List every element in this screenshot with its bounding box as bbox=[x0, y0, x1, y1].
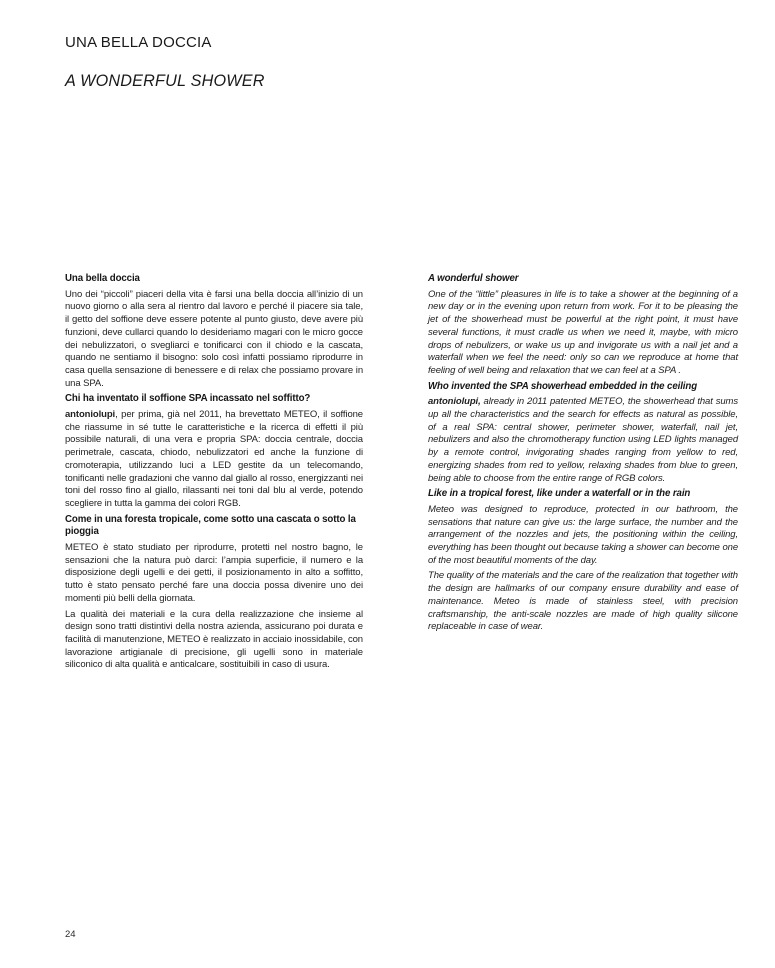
paragraph-en-antoniolupi-text: already in 2011 patented METEO, the showerhead that sums up all the characteristics and the search for effects as natural as possible, of a real SPA: central shower, perimeter shower, waterfall, nail jet, nebulizers and also the chromotherapy function using LED lights managed by a remote control, invigorating shades ranging from yellow to red, energizing shades from red to yellow, relaxing shades from blue to green, being able to choose from the entire range of RGB colors. bbox=[428, 396, 738, 484]
paragraph-en-antoniolupi bbox=[428, 396, 738, 485]
paragraph-it-antoniolupi bbox=[65, 409, 363, 511]
paragraph-it-intro: Uno dei “piccoli” piaceri della vita è farsi una bella doccia all’inizio di un nuovo giorno o alla sera al rientro dal lavoro e perché il piacere sia tale, il getto del soffione deve essere potente al punto giusto, deve avere più funzioni, deve cullarci quando lo desideriamo magari con le micro gocce dei nebulizzatori, o svegliarci e tonificarci con il chiodo e la cascata, quando ne sentiamo il bisogno: solo così infatti possiamo riprodurre in casa quella sensazione di benessere e di relax che possiamo provare in una SPA. bbox=[65, 288, 363, 389]
heading-tropical-forest: Like in a tropical forest, like under a waterfall or in the rain bbox=[428, 488, 691, 500]
paragraph-en-meteo: Meteo was designed to reproduce, protected in our bathroom, the sensations that nature can give us: the large surface, the number and the arrangement of the nozzles and jets, the positioning within the ceiling, everything has been thought out because taking a shower can become one of the most beautiful moments of the day. bbox=[428, 503, 738, 566]
heading-una-bella-doccia: Una bella doccia bbox=[65, 273, 140, 284]
page-title-english: A WONDERFUL SHOWER bbox=[65, 72, 265, 90]
heading-a-wonderful-shower: A wonderful shower bbox=[428, 273, 519, 284]
column-italian bbox=[65, 273, 363, 675]
heading-who-invented: Who invented the SPA showerhead embedded in the ceiling bbox=[428, 380, 698, 392]
brand-name-antoniolupi: antoniolupi, bbox=[428, 396, 481, 408]
heading-foresta-tropicale: Come in una foresta tropicale, come sotto una cascata o sotto la pioggia bbox=[65, 513, 356, 538]
heading-chi-ha-inventato: Chi ha inventato il soffione SPA incassato nel soffitto? bbox=[65, 393, 311, 405]
paragraph-en-quality: The quality of the materials and the care of the realization that together with the design are hallmarks of our company ensure durability and ease of maintenance. Meteo is made of stainless steel, with precision craftsmanship, the anti-scale nozzles are made of high quality silicone replaceable in case of wear. bbox=[428, 570, 738, 633]
paragraph-it-antoniolupi-text: , per prima, già nel 2011, ha brevettato METEO, il soffione che riassume in sé tutte le caratteristiche e la ricerca di effetti il più possibile naturali, di una vera e propria SPA: doccia centrale, doccia perimetrale, cascata, chiodo, nebulizzatori ed anche la funzione di cromoterapia, utilizzando luci a LED gestite da un telecomando, tonificanti nelle gradazioni che vanno dal giallo al rosso, energizzanti nei toni del rosso fino al giallo, rilassanti nei toni dal blu al verde, potendo scegliere in tutta la gamma dei colori RGB. bbox=[65, 409, 363, 509]
brand-name-antoniolupi: antoniolupi bbox=[65, 409, 116, 421]
column-english bbox=[428, 273, 738, 637]
page-number: 24 bbox=[65, 929, 76, 940]
paragraph-it-meteo: METEO è stato studiato per riprodurre, protetti nel nostro bagno, le sensazioni che la natura può darci: l’ampia superficie, il numero e la disposizione degli ugelli e dei getti, il posizionamento in alto a soffitto, tutto è stato pensato perché fare una doccia possa divenire uno dei momenti più belli della giornata. bbox=[65, 542, 363, 604]
page-title-italian: UNA BELLA DOCCIA bbox=[65, 34, 212, 51]
paragraph-it-qualita: La qualità dei materiali e la cura della realizzazione che insieme al design sono tratti distintivi della nostra azienda, assicurano poi durata e facilità di manutenzione, METEO è realizzato in acciaio inossidabile, con lavorazione artigianale di precisione, gli ugelli sono in materiale siliconico di alta qualità e anticalcare, sostituibili in caso di usura. bbox=[65, 608, 363, 671]
paragraph-en-intro: One of the “little” pleasures in life is to take a shower at the beginning of a new day or in the evening upon return from work. For it to be pleasing the jet of the showerhead must be powerful at the right point, it must have several functions, it must cradle us when we need it, maybe, with micro drops of nebulizers, or wake us up and invigorate us with a nail jet and a waterfall when we feel the need: only so can we reproduce at home that feeling of well being and relaxation that we can feel at a SPA . bbox=[428, 288, 738, 376]
